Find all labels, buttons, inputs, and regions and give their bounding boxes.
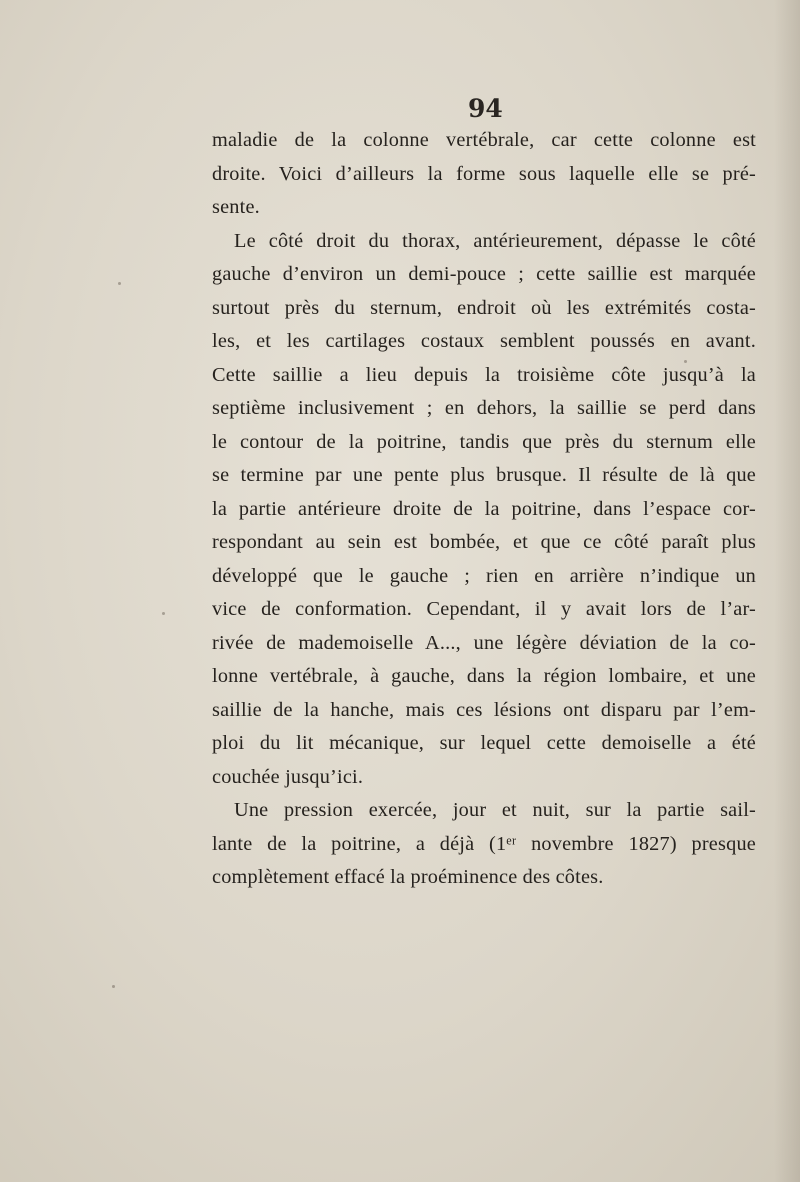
text-line: couchée jusqu’ici. — [212, 765, 364, 788]
paper-speck — [162, 612, 165, 615]
text-line: lonne vertébrale, à gauche, dans la région lombaire, et une — [212, 665, 756, 687]
text-line: vice de conformation. Cependant, il y avait lors de l’ar- — [212, 598, 756, 620]
text-line: gauche d’environ un demi-pouce ; cette saillie est marquée — [212, 263, 756, 285]
text-line: Une pression exercée, jour et nuit, sur la partie sail- — [234, 799, 756, 821]
text-line: développé que le gauche ; rien en arrière n’indique un — [212, 564, 756, 587]
text-line: maladie de la colonne vertébrale, car cette colonne est — [212, 129, 756, 151]
text-line: complètement effacé la proéminence des côtes. — [212, 866, 604, 888]
text-line: Le côté droit du thorax, antérieurement, dépasse le côté — [234, 229, 756, 252]
body-text — [212, 124, 756, 895]
text-line: sente. — [212, 196, 260, 218]
text-line: saillie de la hanche, mais ces lésions ont disparu par l’em- — [212, 698, 756, 721]
text-line: se termine par une pente plus brusque. Il résulte de là que — [212, 464, 756, 486]
text-line: ploi du lit mécanique, sur lequel cette demoiselle a été — [212, 732, 756, 754]
text-line: rivée de mademoiselle A..., une légère déviation de la co- — [212, 631, 756, 654]
text-line: le contour de la poitrine, tandis que près du sternum elle — [212, 430, 756, 453]
paper-speck — [112, 985, 115, 988]
text-line: surtout près du sternum, endroit où les extrémités costa- — [212, 296, 756, 319]
text-line: la partie antérieure droite de la poitrine, dans l’espace cor- — [212, 497, 756, 520]
text-line: lante de la poitrine, a déjà (1ᵉʳ novembre 1827) presque — [212, 832, 756, 855]
text-line: les, et les cartilages costaux semblent poussés en avant. — [212, 330, 756, 352]
text-line: respondant au sein est bombée, et que ce côté paraît plus — [212, 531, 756, 553]
page-number: 94 — [468, 94, 503, 123]
text-line: septième inclusivement ; en dehors, la saillie se perd dans — [212, 397, 756, 419]
text-line: Cette saillie a lieu depuis la troisième côte jusqu’à la — [212, 363, 756, 386]
page-edge-shadow — [774, 0, 800, 1182]
text-line: droite. Voici d’ailleurs la forme sous laquelle elle se pré- — [212, 162, 756, 185]
paper-speck — [118, 282, 121, 285]
